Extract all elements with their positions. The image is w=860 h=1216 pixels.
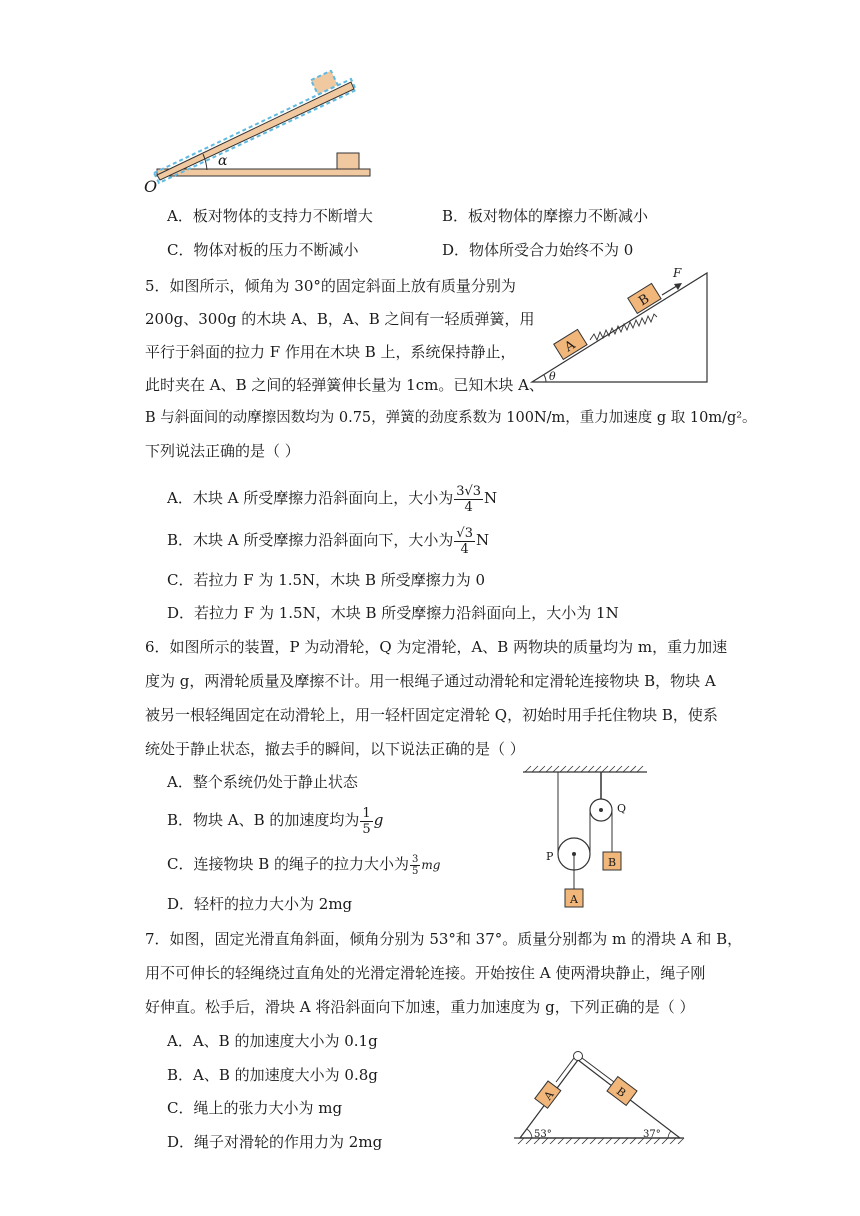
q5-option-d[interactable]: D．若拉力 F 为 1.5N，木块 B 所受摩擦力沿斜面向上，大小为 1N [167, 604, 619, 622]
q6-pulley-q-label: Q [617, 802, 627, 815]
q6-option-c-fraction [410, 854, 420, 877]
q7-option-c[interactable]: C．绳上的张力大小为 mg [167, 1099, 343, 1117]
q7-option-b[interactable]: B．A、B 的加速度大小为 0.8g [167, 1066, 378, 1084]
q5-force-label: F [673, 266, 682, 280]
q5-theta-label: θ [549, 370, 556, 383]
q6-pulley-p-label: P [546, 850, 554, 863]
q6-option-c-text: C．连接物块 B 的绳子的拉力大小为 [167, 855, 410, 873]
q6-stem-line-3: 被另一根轻绳固定在动滑轮上，用一轻杆固定定滑轮 Q，初始时用手托住物块 B，使系 [145, 706, 718, 724]
q5-option-b-den: 4 [460, 541, 469, 557]
origin-label: O [144, 177, 158, 196]
q6-option-d[interactable]: D．轻杆的拉力大小为 2mg [167, 895, 353, 913]
alpha-label: α [218, 153, 228, 169]
q6-option-b[interactable] [167, 804, 383, 837]
q6-option-c-num: 3 [412, 853, 419, 865]
q4-option-b[interactable]: B．板对物体的摩擦力不断减小 [442, 207, 649, 225]
q6-option-b-fraction [360, 806, 372, 837]
q7-angle-left: 53° [534, 1129, 552, 1140]
q7-angle-right: 37° [643, 1129, 661, 1140]
q7-stem-line-2: 用不可伸长的轻绳绕过直角处的光滑定滑轮连接。开始按住 A 使两滑块静止，绳子刚 [145, 964, 706, 982]
q5-option-a-text: A．木块 A 所受摩擦力沿斜面向上，大小为 [167, 489, 454, 507]
q5-option-b-unit: N [475, 531, 490, 549]
q4-option-a[interactable]: A．板对物体的支持力不断增大 [167, 207, 373, 225]
q5-figure [530, 265, 720, 390]
q5-option-a-unit: N [484, 489, 498, 507]
q5-option-a[interactable] [167, 483, 497, 515]
q7-option-a[interactable]: A．A、B 的加速度大小为 0.1g [167, 1032, 378, 1050]
q6-option-a[interactable]: A．整个系统仍处于静止状态 [167, 773, 358, 791]
q5-option-b-fraction [454, 526, 475, 557]
q4-figure [140, 70, 380, 200]
q7-option-d[interactable]: D．绳子对滑轮的作用力为 2mg [167, 1133, 383, 1151]
q7-stem-line-1: 7．如图，固定光滑直角斜面，倾角分别为 53°和 37°。质量分别都为 m 的滑块 A 和 B， [145, 930, 743, 948]
q6-stem-line-2: 度为 g，两滑轮质量及摩擦不计。用一根绳子通过动滑轮和定滑轮连接物块 B，物块 A [145, 672, 716, 690]
q5-stem-line-3: 平行于斜面的拉力 F 作用在木块 B 上，系统保持静止， [145, 343, 516, 361]
q5-stem-line-5: B 与斜面间的动摩擦因数均为 0.75，弹簧的劲度系数为 100N/m，重力加速度 g 取 10m/g²。 [145, 410, 757, 426]
q7-stem-line-3: 好伸直。松手后，滑块 A 将沿斜面向下加速，重力加速度为 g，下列正确的是（ ） [145, 998, 695, 1016]
q6-figure [515, 762, 655, 912]
q5-block-b-label: B [636, 291, 653, 310]
q4-option-d[interactable]: D．物体所受合力始终不为 0 [442, 241, 634, 259]
q5-option-a-den: 4 [464, 499, 473, 515]
q5-stem-line-2: 200g、300g 的木块 A、B，A、B 之间有一轻质弹簧，用 [145, 310, 535, 328]
q5-stem-line-1: 5．如图所示，倾角为 30°的固定斜面上放有质量分别为 [145, 277, 516, 295]
q7-block-b-label: B [613, 1084, 629, 1100]
q6-option-b-g: g [373, 811, 384, 829]
q6-option-b-den: 5 [362, 821, 371, 837]
q5-option-b-num: √3 [456, 525, 473, 541]
q6-option-b-text: B．物块 A、B 的加速度均为 [167, 811, 360, 829]
q5-option-b-text: B．木块 A 所受摩擦力沿斜面向下，大小为 [167, 531, 454, 549]
q6-block-a-label: A [570, 893, 578, 906]
q5-option-a-fraction [454, 484, 483, 515]
q5-stem-line-6: 下列说法正确的是（ ） [145, 442, 300, 460]
q6-option-b-num: 1 [362, 805, 371, 821]
q5-option-b[interactable] [167, 525, 489, 557]
q5-option-c[interactable]: C．若拉力 F 为 1.5N，木块 B 所受摩擦力为 0 [167, 571, 486, 589]
q6-block-b-label: B [608, 856, 617, 869]
q4-option-c[interactable]: C．物体对板的压力不断减小 [167, 241, 359, 259]
q6-stem-line-1: 6．如图所示的装置，P 为动滑轮，Q 为定滑轮，A、B 两物块的质量均为 m，重力加速 [145, 638, 728, 656]
q6-stem-line-4: 统处于静止状态，撤去手的瞬间，以下说法正确的是（ ） [145, 740, 525, 758]
q6-option-c-mg: mg [421, 858, 441, 872]
q6-option-c-den: 5 [412, 865, 419, 877]
q6-option-c[interactable] [167, 850, 440, 879]
q5-option-a-num: 3√3 [456, 483, 482, 499]
q7-figure [510, 1048, 690, 1150]
q5-stem-line-4: 此时夹在 A、B 之间的轻弹簧伸长量为 1cm。已知木块 A、 [145, 376, 544, 394]
q7-block-a-label: A [541, 1088, 557, 1103]
q5-block-a-label: A [562, 337, 579, 356]
